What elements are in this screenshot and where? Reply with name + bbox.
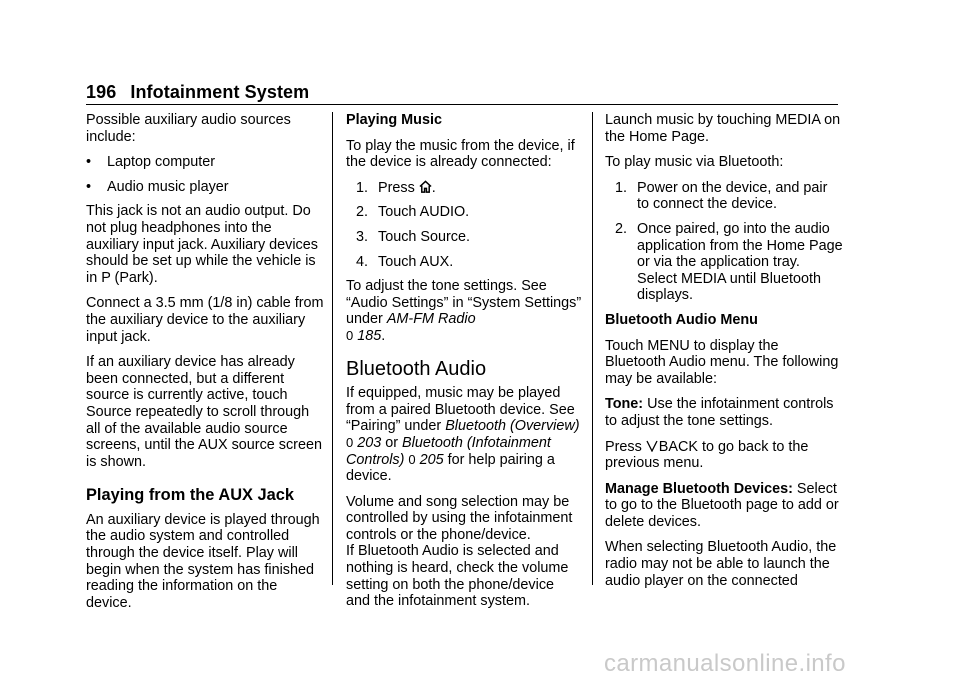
cross-reference[interactable]: AM-FM Radio [386,311,476,328]
bullet-text: Audio music player [107,178,229,195]
paragraph: Connect a 3.5 mm (1/8 in) cable from the auxiliary device to the auxiliary input jack. [86,295,324,345]
step-text: . [431,179,436,196]
step-number: 3. [356,228,369,245]
text: To adjust the tone settings. See “Audio Settings” in “System Settings” under [346,278,582,328]
column-3 [605,112,843,598]
playing-music-heading: Playing Music [346,112,442,128]
text: Press [605,438,646,455]
page-reference[interactable]: 185 [357,327,382,344]
section-title: Infotainment System [130,82,310,102]
step-text: Touch AUX. [378,253,454,270]
bluetooth-audio-heading: Bluetooth Audio [346,357,487,380]
list-item [346,229,582,246]
column-divider-right [592,112,593,585]
subheading: Playing from the AUX Jack [86,486,294,505]
page-ref-arrow: 0 [346,434,354,450]
step-text: Once paired, go into the audio application from the Home Page or via the application tray. Select MEDIA until Bluetooth displays. [637,220,843,304]
step-number: 2. [615,220,628,237]
list-item [605,180,843,213]
text: BACK to go back to the previous menu. [605,438,809,472]
paragraph: Possible auxiliary audio sources include: [86,112,291,145]
column-1 [86,112,324,620]
bullet-text: Laptop computer [107,154,216,171]
text: for help pairing a device. [346,451,555,485]
back-icon [646,440,658,452]
list-item [605,221,843,304]
step-number: 2. [356,204,369,221]
paragraph [346,278,582,344]
paragraph [346,385,582,485]
list-item [346,204,582,221]
paragraph: Volume and song selection may be controlled by using the infotainment controls or the phone/device. [346,493,573,543]
bullet-char: • [86,178,92,195]
page-ref-arrow: 0 [346,327,354,343]
text: Select to go to the Bluetooth page to add or delete devices. [605,480,839,530]
text: Use the infotainment controls to adjust the tone settings. [605,396,834,429]
step-text: Press [378,179,419,196]
step-text: Touch Source. [378,228,470,245]
text: or [381,434,403,451]
list-item [346,254,582,271]
list-item [346,180,582,197]
page-number: 196 [86,82,117,102]
bullet-char: • [86,154,92,171]
header-rule [86,104,838,105]
page-reference[interactable]: 205 [419,451,444,468]
step-number: 1. [356,179,369,196]
paragraph: Launch music by touching MEDIA on the Home Page. [605,112,841,145]
page-ref-arrow: 0 [408,451,416,467]
step-text: Touch AUDIO. [378,204,470,221]
term-label: Tone: [605,396,644,413]
bullet-item [86,179,324,196]
bullet-item [86,154,324,171]
cross-reference[interactable]: Bluetooth (Overview) [445,418,580,435]
paragraph: To play music via Bluetooth: [605,154,784,171]
paragraph: An auxiliary device is played through the audio system and controlled through the device itself. Play will begin when the system has finished reading the information on the device. [86,511,320,611]
paragraph [605,396,843,429]
paragraph: This jack is not an audio output. Do not plug headphones into the auxiliary input jack. Auxiliary devices should be set up while the vehicle is in P (Park). [86,203,318,286]
home-icon [419,180,432,193]
step-text: Power on the device, and pair to connect the device. [637,179,828,213]
step-number: 4. [356,253,369,270]
paragraph: To play the music from the device, if the device is already connected: [346,137,575,171]
page-reference[interactable]: 203 [357,434,382,451]
paragraph [605,439,843,472]
column-2 [346,112,582,619]
text: . [381,327,386,344]
paragraph: If Bluetooth Audio is selected and nothing is heard, check the volume setting on both the phone/device and the infotainment system. [346,543,569,610]
paragraph: If an auxiliary device has already been connected, but a different source is currently active, touch Source repeatedly to scroll through all of the available audio source screens, until the AUX source screen is shown. [86,354,322,470]
page-header [86,82,309,103]
term-label: Manage Bluetooth Devices: [605,480,793,497]
bluetooth-audio-menu-heading: Bluetooth Audio Menu [605,311,758,328]
paragraph [605,481,843,531]
column-divider-left [332,112,333,585]
paragraph: Touch MENU to display the Bluetooth Audio menu. The following may be available: [605,337,839,387]
paragraph: When selecting Bluetooth Audio, the radio may not be able to launch the audio player on the connected [605,539,837,589]
cross-reference[interactable]: Bluetooth (Infotainment Controls) [346,434,551,468]
text: If equipped, music may be played from a paired Bluetooth device. See “Pairing” under [346,385,575,435]
step-number: 1. [615,179,628,196]
watermark: carmanualsonline.info [604,650,846,677]
